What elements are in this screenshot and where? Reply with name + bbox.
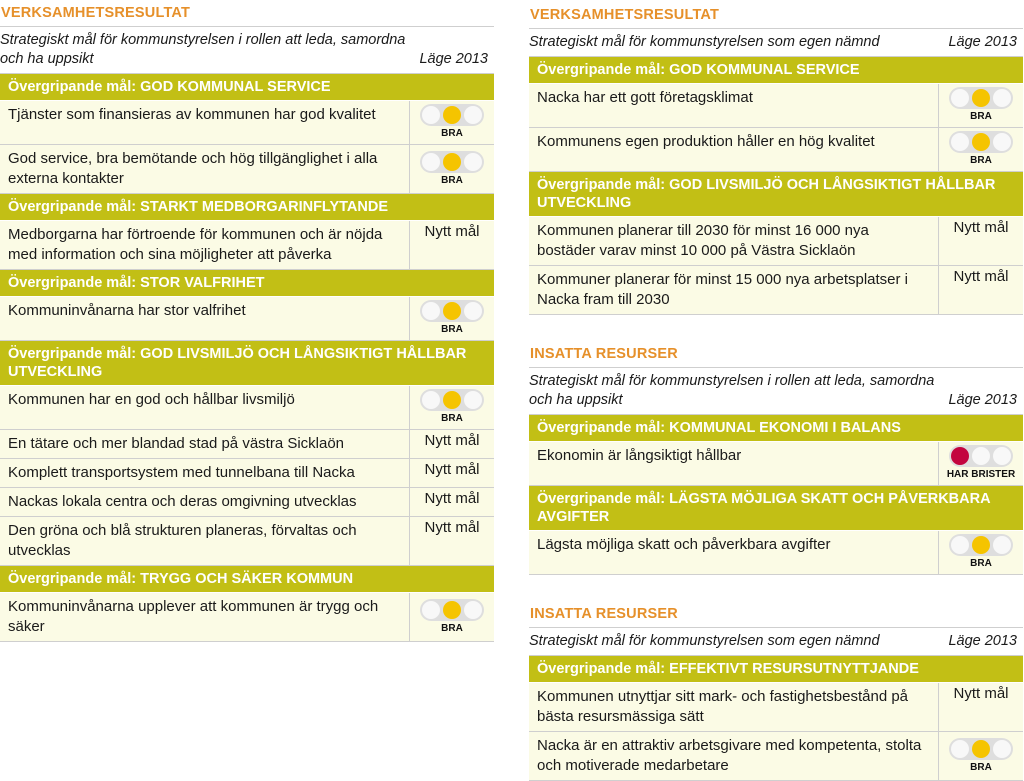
strategic-goal-header [529, 628, 1023, 656]
strategic-goal-text: Strategiskt mål för kommunstyrelsen i rollen att leda, samordna och ha uppsikt [529, 373, 935, 408]
traffic-light-icon [949, 87, 1013, 109]
traffic-light-dot [951, 447, 969, 465]
goal-text: Kommunen utnyttjar sitt mark- och fastighetsbestånd på bästa resursmässiga sätt [537, 688, 909, 725]
goal-row [0, 517, 494, 566]
goal-row [529, 128, 1023, 172]
traffic-light-dot [443, 106, 461, 124]
traffic-light-icon [420, 300, 484, 322]
status-new-goal: Nytt mål [409, 459, 494, 487]
status-year-heading: Läge 2013 [419, 51, 488, 67]
overall-goal-bar: Övergripande mål: GOD LIVSMILJÖ OCH LÅNGSIKTIGT HÅLLBAR UTVECKLING [0, 341, 494, 386]
traffic-light-dot [993, 740, 1011, 758]
traffic-light-dot [464, 601, 482, 619]
goal-row [529, 266, 1023, 315]
status-label: BRA [441, 622, 463, 634]
goal-text: Kommuninvånarna upplever att kommunen är trygg och säker [8, 598, 379, 635]
overall-goal-bar: Övergripande mål: LÄGSTA MÖJLIGA SKATT OCH PÅVERKBARA AVGIFTER [529, 486, 1023, 531]
overall-goal-bar: Övergripande mål: GOD KOMMUNAL SERVICE [529, 57, 1023, 84]
strategic-goal-header [529, 29, 1023, 57]
status-cell [938, 732, 1023, 780]
traffic-light-dot [443, 601, 461, 619]
status-cell [409, 386, 494, 429]
strategic-goal-header [529, 368, 1023, 415]
traffic-light-dot [951, 536, 969, 554]
section-gap [529, 315, 1023, 341]
traffic-light-icon [949, 738, 1013, 760]
traffic-light-dot [972, 133, 990, 151]
goal-row [529, 442, 1023, 486]
goal-row [0, 459, 494, 488]
traffic-light-dot [422, 391, 440, 409]
goal-text: God service, bra bemötande och hög tillgänglighet i alla externa kontakter [8, 150, 378, 187]
goal-text: Kommunen har en god och hållbar livsmiljö [8, 391, 295, 408]
overall-goal-bar: Övergripande mål: KOMMUNAL EKONOMI I BALANS [529, 415, 1023, 442]
traffic-light-icon [420, 599, 484, 621]
overall-goal-bar: Övergripande mål: TRYGG OCH SÄKER KOMMUN [0, 566, 494, 593]
traffic-light-dot [422, 153, 440, 171]
status-new-goal: Nytt mål [938, 266, 1023, 314]
strategic-goal-text: Strategiskt mål för kommunstyrelsen som egen nämnd [529, 34, 880, 50]
report-section [529, 2, 1023, 315]
goal-text: Kommunen planerar till 2030 för minst 16 000 nya bostäder varav minst 10 000 på Västra Sicklaön [537, 222, 869, 259]
traffic-light-dot [443, 302, 461, 320]
status-label: BRA [970, 761, 992, 773]
status-cell [938, 128, 1023, 171]
traffic-light-dot [951, 89, 969, 107]
goal-row [0, 101, 494, 145]
goal-row [0, 145, 494, 194]
traffic-light-dot [464, 153, 482, 171]
traffic-light-dot [464, 302, 482, 320]
traffic-light-dot [951, 133, 969, 151]
goal-text: Lägsta möjliga skatt och påverkbara avgifter [537, 536, 831, 553]
traffic-light-dot [972, 447, 990, 465]
right-column [529, 2, 1023, 781]
section-title: INSATTA RESURSER [529, 341, 1023, 368]
strategic-goal-text: Strategiskt mål för kommunstyrelsen i rollen att leda, samordna och ha uppsikt [0, 32, 406, 67]
goal-row [529, 683, 1023, 732]
status-cell [409, 101, 494, 144]
goal-text: Den gröna och blå strukturen planeras, förvaltas och utvecklas [8, 522, 357, 559]
traffic-light-dot [972, 740, 990, 758]
goal-text: Medborgarna har förtroende för kommunen och är nöjda med information och sina möjligheter att påverka [8, 226, 383, 263]
traffic-light-dot [464, 106, 482, 124]
traffic-light-icon [420, 389, 484, 411]
status-label: BRA [970, 155, 992, 166]
status-cell [409, 593, 494, 641]
overall-goal-bar: Övergripande mål: EFFEKTIVT RESURSUTNYTTJANDE [529, 656, 1023, 683]
goal-text: Nacka är en attraktiv arbetsgivare med kompetenta, stolta och motiverade medarbetare [537, 737, 922, 774]
goal-text: Komplett transportsystem med tunnelbana till Nacka [8, 464, 355, 481]
traffic-light-dot [951, 740, 969, 758]
status-new-goal: Nytt mål [409, 221, 494, 269]
status-new-goal: Nytt mål [938, 217, 1023, 265]
goal-row [0, 488, 494, 517]
traffic-light-dot [972, 89, 990, 107]
report-section [529, 601, 1023, 781]
goal-row [529, 217, 1023, 266]
goal-text: Kommuner planerar för minst 15 000 nya arbetsplatser i Nacka fram till 2030 [537, 271, 909, 308]
goal-text: Nackas lokala centra och deras omgivning utvecklas [8, 493, 357, 510]
status-label: HAR BRISTER [946, 469, 1016, 480]
goal-row [0, 593, 494, 642]
traffic-light-dot [443, 391, 461, 409]
left-column [0, 0, 494, 642]
goal-row [0, 386, 494, 430]
traffic-light-icon [949, 445, 1013, 467]
traffic-light-dot [422, 302, 440, 320]
goal-text: Nacka har ett gott företagsklimat [537, 89, 753, 106]
goal-row [0, 430, 494, 459]
goal-row [529, 84, 1023, 128]
status-cell [938, 531, 1023, 574]
goal-text: Kommunens egen produktion håller en hög kvalitet [537, 133, 875, 150]
status-year-heading: Läge 2013 [948, 392, 1017, 408]
goal-text: Kommuninvånarna har stor valfrihet [8, 302, 246, 319]
strategic-goal-header [0, 27, 494, 74]
goal-text: Tjänster som finansieras av kommunen har god kvalitet [8, 106, 376, 123]
traffic-light-dot [993, 133, 1011, 151]
traffic-light-icon [420, 104, 484, 126]
goal-row [0, 297, 494, 341]
section-title: VERKSAMHETSRESULTAT [0, 0, 494, 27]
status-cell [409, 145, 494, 193]
traffic-light-dot [993, 89, 1011, 107]
status-label: BRA [441, 324, 463, 335]
status-new-goal: Nytt mål [938, 683, 1023, 731]
status-label: BRA [970, 111, 992, 122]
traffic-light-icon [420, 151, 484, 173]
traffic-light-dot [993, 536, 1011, 554]
overall-goal-bar: Övergripande mål: STOR VALFRIHET [0, 270, 494, 297]
status-label: BRA [441, 128, 463, 139]
status-label: BRA [441, 413, 463, 424]
goal-text: Ekonomin är långsiktigt hållbar [537, 447, 742, 464]
status-label: BRA [441, 174, 463, 186]
traffic-light-dot [422, 601, 440, 619]
status-year-heading: Läge 2013 [948, 34, 1017, 50]
goal-row [0, 221, 494, 270]
status-cell [938, 442, 1023, 485]
overall-goal-bar: Övergripande mål: GOD LIVSMILJÖ OCH LÅNGSIKTIGT HÅLLBAR UTVECKLING [529, 172, 1023, 217]
section-gap [529, 575, 1023, 601]
goal-row [529, 732, 1023, 781]
report-section [529, 341, 1023, 575]
goal-row [529, 531, 1023, 575]
status-year-heading: Läge 2013 [948, 633, 1017, 649]
status-new-goal: Nytt mål [409, 430, 494, 458]
strategic-goal-text: Strategiskt mål för kommunstyrelsen som egen nämnd [529, 633, 880, 649]
traffic-light-dot [464, 391, 482, 409]
traffic-light-dot [422, 106, 440, 124]
traffic-light-icon [949, 534, 1013, 556]
overall-goal-bar: Övergripande mål: GOD KOMMUNAL SERVICE [0, 74, 494, 101]
section-title: VERKSAMHETSRESULTAT [529, 2, 1023, 29]
traffic-light-dot [993, 447, 1011, 465]
section-title: INSATTA RESURSER [529, 601, 1023, 628]
overall-goal-bar: Övergripande mål: STARKT MEDBORGARINFLYTANDE [0, 194, 494, 221]
traffic-light-dot [443, 153, 461, 171]
traffic-light-icon [949, 131, 1013, 153]
status-cell [409, 297, 494, 340]
status-cell [938, 84, 1023, 127]
traffic-light-dot [972, 536, 990, 554]
report-section [0, 0, 494, 642]
status-new-goal: Nytt mål [409, 488, 494, 516]
goal-text: En tätare och mer blandad stad på västra Sicklaön [8, 435, 345, 452]
status-new-goal: Nytt mål [409, 517, 494, 565]
status-label: BRA [970, 558, 992, 569]
